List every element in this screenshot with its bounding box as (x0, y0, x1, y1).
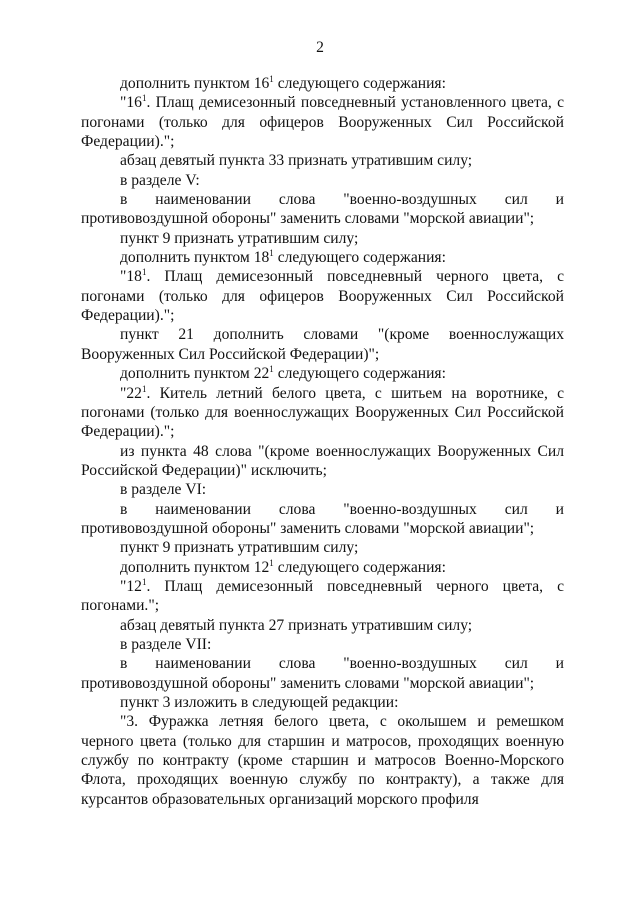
paragraph: пункт 9 признать утратившим силу; (120, 539, 359, 557)
paragraph: пункт 9 признать утратившим силу; (120, 229, 359, 247)
page-number: 2 (316, 39, 324, 56)
paragraph: в разделе VI: (120, 481, 207, 499)
paragraph: дополнить пунктом $12^1$ следующего содержания: (120, 557, 446, 576)
paragraph: дополнить пунктом $22^1$ следующего содержания: (120, 364, 446, 383)
paragraph: абзац девятый пункта 33 признать утратившим силу; (120, 152, 473, 170)
paragraph: из пункта 48 слова "(кроме военнослужащих Вооруженных Сил Российской Федерации)" исключить; (81, 442, 564, 479)
paragraph: в наименовании слова "военно-воздушных сил и противовоздушной обороны" заменить словами "морской авиации"; (81, 500, 564, 537)
paragraph: дополнить пунктом $16^1$ следующего содержания: (120, 74, 446, 92)
document-body (81, 74, 564, 809)
paragraph: в наименовании слова "военно-воздушных сил и противовоздушной обороны" заменить словами "морской авиации"; (81, 655, 564, 692)
paragraph: пункт 21 дополнить словами "(кроме военнослужащих Вооруженных Сил Российской Федерации)"; (81, 326, 564, 363)
paragraph: "$22^1$. Китель летний белого цвета, с шитьем на воротнике, с погонами (только для военнослужащих Вооруженных Сил Российской Федерации)."; (81, 383, 564, 441)
paragraph: абзац девятый пункта 27 признать утратившим силу; (120, 616, 473, 634)
paragraph: в наименовании слова "военно-воздушных сил и противовоздушной обороны" заменить словами "морской авиации"; (81, 191, 564, 228)
paragraph: дополнить пунктом $18^1$ следующего содержания: (120, 248, 446, 267)
paragraph: пункт 3 изложить в следующей редакции: (120, 694, 399, 711)
paragraph: "$12^1$. Плащ демисезонный повседневный черного цвета, с погонами."; (81, 576, 564, 615)
paragraph: "$16^1$. Плащ демисезонный повседневный установленного цвета, с погонами (только для офицеров Вооруженных Сил Российской Федерации)."; (81, 93, 564, 151)
paragraph: в разделе VII: (120, 635, 212, 653)
paragraph: "$18^1$. Плащ демисезонный повседневный черного цвета, с погонами (только для офицеров Вооруженных Сил Российской Федерации)."; (81, 267, 564, 325)
paragraph: "3. Фуражка летняя белого цвета, с околышем и ремешком черного цвета (только для старшин и матросов, проходящих военную службу по контракту (кроме старшин и матросов Военно-Морского Флота, проходящих военную службу по контракту), а также для курсантов образовательных организаций морского профиля (81, 713, 564, 808)
paragraph: в разделе V: (120, 171, 200, 189)
